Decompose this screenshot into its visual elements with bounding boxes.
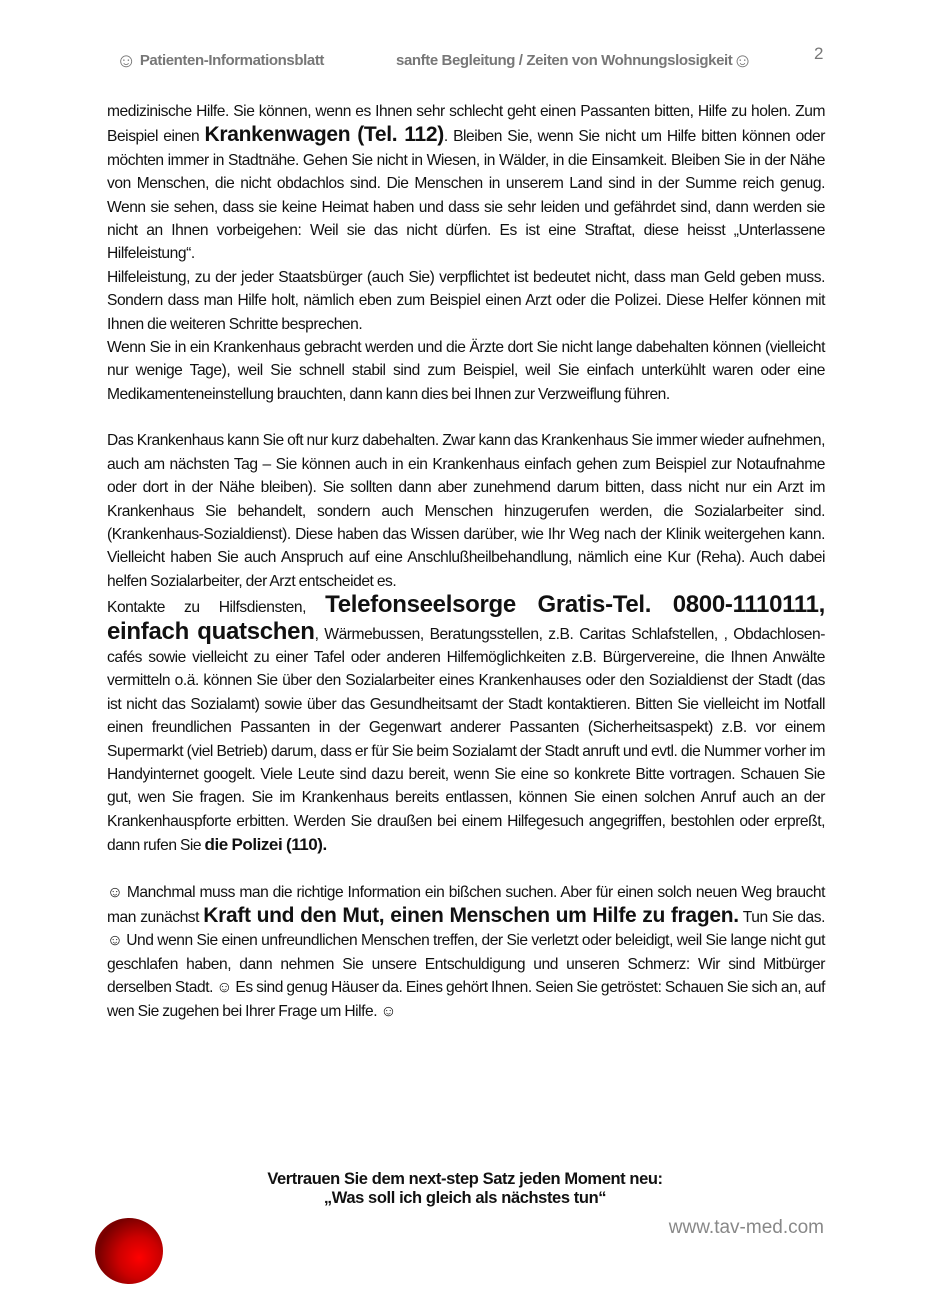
paragraph — [107, 593, 825, 857]
header-title: Patienten-Informationsblatt — [139, 52, 325, 69]
paragraph-text: Kontakte zu Hilfsdiensten, — [107, 599, 326, 617]
page-number: 2 — [814, 44, 824, 63]
document-body — [107, 100, 825, 1023]
paragraph-text: Das Krankenhaus kann Sie oft nur kurz dabehalten. Zwar kann das Krankenhaus Sie immer wieder aufnehmen, auch am nächsten Tag – Sie können auch in ein Krankenhaus einfach gehen zum Beispiel zur Notaufnahme oder dort in der Nähe bleiben). Sie sollten dann aber zunehmend darum bitten, dass nicht nur ein Arzt im Krankenhaus Sie behandelt, sondern auch Menschen hinzugerufen werden, die Sozialarbeiter sind. (Krankenhaus-Sozialdienst). Diese haben das Wissen darüber, wie Ihr Weg nach der Klinik weitergehen kann. Vielleicht haben Sie auch Anspruch auf eine Anschlußheilbehandlung, nämlich eine Kur (Reha). Auch dabei helfen Sozialarbeiter, der Arzt entscheidet es. — [107, 432, 825, 590]
paragraph — [107, 100, 825, 266]
header-left — [116, 50, 324, 73]
header-subtitle: sanfte Begleitung / Zeiten von Wohnungslosigkeit — [396, 52, 733, 69]
paragraph-text: Wenn Sie in ein Krankenhaus gebracht werden und die Ärzte dort Sie nicht lange dabehalten können (vielleicht nur wenige Tage), weil Sie schnell stabil sind zum Beispiel, weil Sie einfach unterkühlt waren oder eine Medikamenteneinstellung brauchten, dann kann dies bei Ihnen zur Verzweiflung führen. — [107, 339, 825, 403]
paragraph-text: Hilfeleistung, zu der jeder Staatsbürger (auch Sie) verpflichtet ist bedeutet nicht, dass man Geld geben muss. Sondern dass man Hilfe holt, nämlich eben zum Beispiel einen Arzt oder die Polizei. Diese Helfer können mit Ihnen die weiteren Schritte besprechen. — [107, 268, 825, 333]
motto — [0, 1170, 930, 1208]
emphasis-text: Kraft und den Mut, einen Menschen um Hilfe zu fragen. — [203, 904, 739, 927]
red-logo-image — [95, 1218, 163, 1284]
paragraph-text: , Wärmebussen, Beratungsstellen, z.B. Caritas Schlafstellen, , Obdachlosen-cafés sowie vielleicht zu einer Tafel oder anderen Hilfemöglichkeiten z.B. Bürgervereine, die Ihnen Anwälte vermitteln o.ä. können Sie über den Sozialarbeiter eines Krankenhauses oder den Sozialdienst der Stadt (das ist nicht das Sozialamt) sowie über das Gesundheitsamt der Stadt kontaktieren. Bitten Sie vielleicht im Notfall einen freundlichen Passanten in der Gegenwart anderer Passanten (Sicherheitsaspekt) z.B. vor einem Supermarkt (viel Betrieb) darum, dass er für Sie beim Sozialamt der Stadt anruft und evtl. die Nummer vorher im Handyinternet googelt. Viele Leute sind dazu bereit, wenn Sie eine so konkrete Bitte vortragen. Schauen Sie gut, wen Sie fragen. Sie im Krankenhaus bereits entlassen, können Sie einen solchen Anruf auch an der Krankenhauspforte erbitten. Werden Sie draußen bei einem Hilfegesuch angegriffen, bestohlen oder erpreßt, dann rufen Sie — [107, 625, 825, 855]
motto-line-2: „Was soll ich gleich als nächstes tun“ — [323, 1189, 607, 1207]
motto-line-1: Vertrauen Sie dem next-step Satz jeden Moment neu: — [267, 1170, 663, 1188]
emphasis-text: Telefonseelsorge Gratis-Tel. 0800-1110111, einfach quatschen — [107, 591, 825, 645]
paragraph — [107, 266, 825, 336]
header-middle — [396, 50, 752, 73]
emphasis-text: die Polizei (110). — [204, 835, 327, 855]
paragraph — [107, 336, 825, 406]
page-header — [116, 44, 830, 78]
paragraph-text: . Bleiben Sie, wenn Sie nicht um Hilfe bitten können oder möchten immer in Stadtnähe. Gehen Sie nicht in Wiesen, in Wälder, in die Einsamkeit. Bleiben Sie in der Nähe von Menschen, die nicht obdachlos sind. Die Menschen in unserem Land sind in der Summe reich genug. Wenn sie sehen, dass sie keine Heimat haben und dass sie sehr leiden und gefährdet sind, dann werden sie nicht an Ihnen vorbeigehen: Weil sie das nicht dürfen. Es ist eine Straftat, diese heisst „Unterlassene Hilfeleistung“. — [107, 128, 825, 263]
smiley-icon: ☺ — [732, 50, 753, 72]
footer-url: www.tav-med.com — [668, 1217, 824, 1238]
emphasis-text: Krankenwagen (Tel. 112) — [204, 123, 444, 147]
smiley-icon: ☺ — [116, 50, 137, 72]
paragraph-text: Tun Sie das. ☺ Und wenn Sie einen unfreundlichen Menschen treffen, der Sie verletzt oder beleidigt, weil Sie lange nicht gut geschlafen haben, dann nehmen Sie unsere Entschuldigung und unseren Schmerz: Wir sind Mitbürger derselben Stadt. ☺ Es sind genug Häuser da. Eines gehört Ihnen. Seien Sie getröstet: Schauen Sie sich an, auf wen Sie zugehen bei Ihrer Frage um Hilfe. ☺ — [107, 909, 825, 1020]
paragraph — [107, 429, 825, 593]
paragraph — [107, 881, 825, 1023]
paragraph-text: ☺ Manchmal muss man die richtige Information ein bißchen suchen. Aber für einen solch neuen Weg braucht man zunächst — [107, 883, 825, 926]
paragraph-text: medizinische Hilfe. Sie können, wenn es Ihnen sehr schlecht geht einen Passanten bitten, Hilfe zu holen. Zum Beispiel einen — [107, 103, 825, 146]
